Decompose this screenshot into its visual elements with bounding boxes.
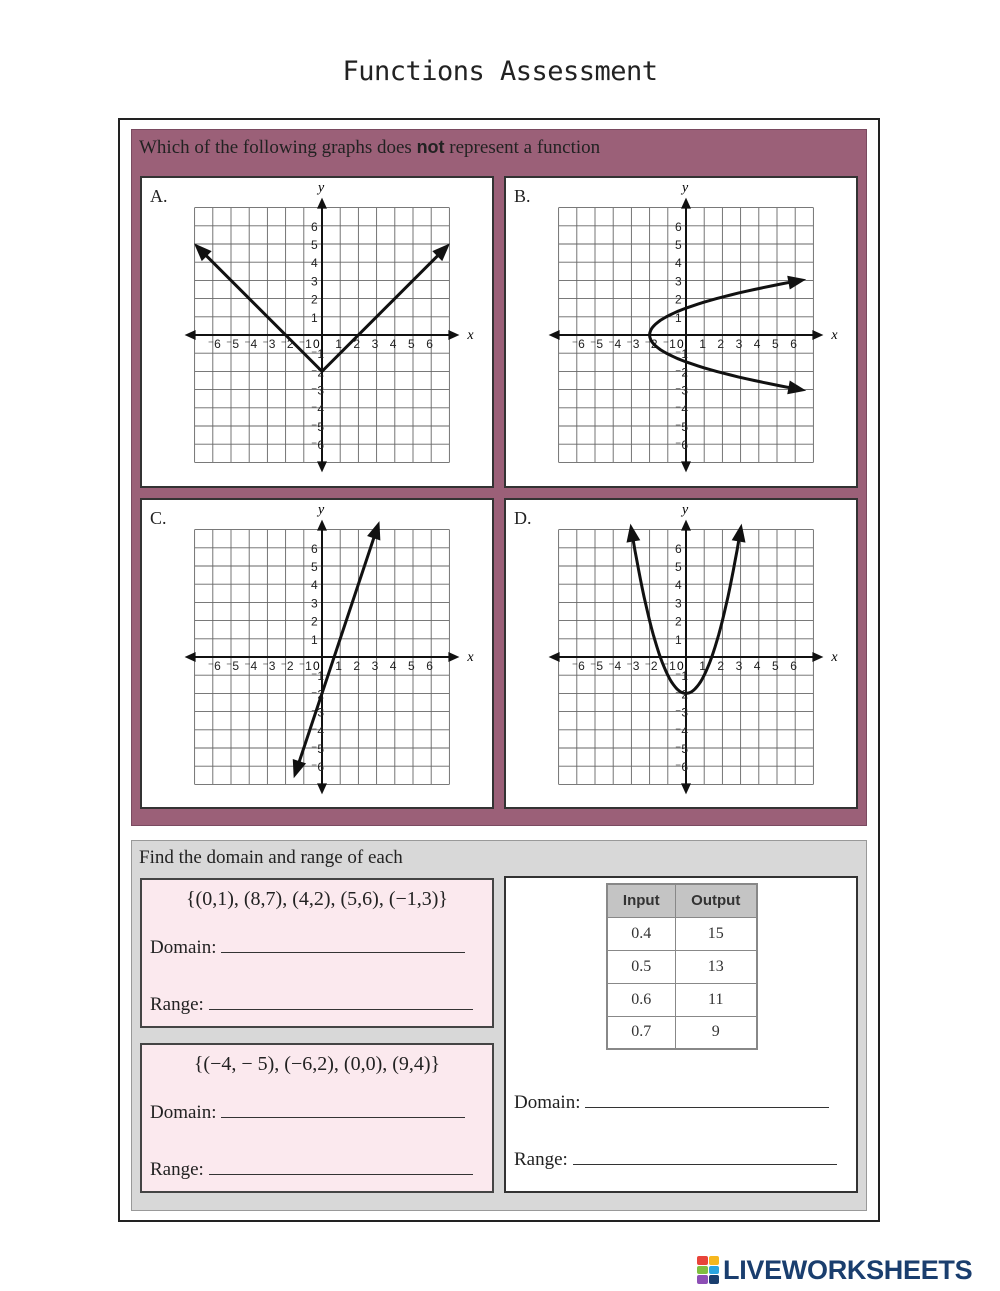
curve-arrowhead <box>627 524 641 543</box>
x-tick-label: 1 <box>335 337 342 351</box>
graph-c-plot <box>142 500 492 807</box>
y-tick-label: ⁻5 <box>675 742 689 756</box>
x-tick-label: 3 <box>735 659 743 673</box>
graph-letter: B. <box>514 186 531 206</box>
y-tick-label: ⁻6 <box>675 760 689 775</box>
y-tick-label: ⁻2 <box>311 687 325 702</box>
x-tick-label: ⁻1 <box>298 659 312 673</box>
axis-arrowhead <box>681 461 691 472</box>
y-tick-label: 6 <box>675 219 682 234</box>
relation-set-2: {(−4, − 5), (−6,2), (0,0), (9,4)} <box>193 1053 441 1075</box>
range-input-2[interactable] <box>209 1157 473 1175</box>
x-tick-label: ⁻3 <box>626 337 640 351</box>
axis-arrowhead <box>448 652 459 662</box>
x-tick-label: ⁻5 <box>226 659 240 673</box>
y-tick-label: ⁻4 <box>675 723 689 738</box>
x-tick-label: ⁻1 <box>662 659 676 673</box>
y-tick-label: ⁻6 <box>311 760 325 775</box>
prompt-text-end: represent a function <box>444 137 601 158</box>
y-tick-label: 3 <box>311 596 318 611</box>
curve-arrowhead <box>367 521 380 540</box>
graph-a-plot <box>142 178 492 486</box>
y-tick-label: ⁻6 <box>675 438 689 453</box>
range-label: Range: <box>150 1159 204 1180</box>
x-tick-label: 5 <box>772 659 779 673</box>
axis-arrowhead <box>681 520 691 531</box>
y-axis-label: y <box>682 502 689 518</box>
graph-option-a[interactable] <box>140 176 494 488</box>
axis-arrowhead <box>317 198 327 209</box>
table-box <box>504 876 858 1193</box>
y-tick-label: ⁻3 <box>675 383 689 398</box>
y-tick-label: ⁻1 <box>675 347 689 362</box>
graph-option-b[interactable] <box>504 176 858 488</box>
graph-curve <box>296 527 378 773</box>
y-axis-label: y <box>682 180 689 196</box>
x-tick-label: ⁻2 <box>280 659 294 673</box>
y-tick-label: 2 <box>311 292 318 307</box>
y-tick-label: 4 <box>311 256 318 271</box>
y-tick-label: 1 <box>311 310 318 325</box>
y-tick-label: 4 <box>675 256 682 271</box>
x-axis-label: x <box>467 650 474 665</box>
axis-arrowhead <box>317 783 327 794</box>
graph-letter: A. <box>150 186 168 206</box>
y-tick-label: ⁻3 <box>311 383 325 398</box>
curve-arrowhead <box>787 381 806 395</box>
x-tick-label: 1 <box>699 337 706 351</box>
y-tick-label: 5 <box>311 560 318 574</box>
graph-option-d[interactable] <box>504 498 858 809</box>
y-tick-label: ⁻4 <box>675 401 689 416</box>
x-tick-label: 6 <box>790 337 797 351</box>
y-tick-label: ⁻1 <box>311 669 325 684</box>
y-tick-label: 3 <box>311 274 318 289</box>
y-tick-label: 1 <box>675 310 682 325</box>
x-axis-label: x <box>467 328 474 343</box>
x-tick-label: ⁻2 <box>280 337 294 351</box>
domain-input-3[interactable] <box>585 1090 829 1108</box>
relation-box-2 <box>140 1043 494 1193</box>
x-tick-label: ⁻5 <box>590 659 604 673</box>
x-tick-label: 4 <box>753 337 761 351</box>
x-tick-label: ⁻1 <box>662 337 676 351</box>
curve-arrowhead <box>732 524 746 543</box>
y-tick-label: ⁻4 <box>311 401 325 416</box>
function-question-prompt <box>139 137 600 159</box>
table-cell: 0.5 <box>607 950 675 983</box>
axis-arrowhead <box>812 652 823 662</box>
x-tick-label: 2 <box>353 337 361 351</box>
table-row <box>607 983 757 1016</box>
origin-label: 0 <box>313 659 320 673</box>
y-tick-label: ⁻5 <box>311 420 325 434</box>
x-tick-label: ⁻2 <box>644 659 658 673</box>
liveworksheets-logo-icon <box>697 1256 719 1284</box>
domain-label: Domain: <box>150 937 217 958</box>
x-tick-label: ⁻3 <box>262 337 276 351</box>
x-tick-label: ⁻6 <box>571 337 585 351</box>
domain-answer-2 <box>150 1100 465 1124</box>
table-cell: 0.6 <box>607 983 675 1016</box>
graph-curve <box>650 280 801 335</box>
x-tick-label: 3 <box>371 337 379 351</box>
range-answer-1 <box>150 992 473 1016</box>
domain-label: Domain: <box>150 1102 217 1123</box>
range-label: Range: <box>150 994 204 1015</box>
origin-label: 0 <box>313 337 320 351</box>
relation-box-1 <box>140 878 494 1028</box>
range-answer-2 <box>150 1157 473 1181</box>
graph-letter: C. <box>150 508 167 528</box>
x-tick-label: 2 <box>717 337 725 351</box>
x-tick-label: ⁻1 <box>298 337 312 351</box>
table-cell: 15 <box>675 917 757 950</box>
y-tick-label: 6 <box>311 541 318 556</box>
liveworksheets-logo[interactable] <box>697 1254 972 1286</box>
y-axis-label: y <box>318 180 325 196</box>
x-tick-label: 5 <box>408 659 415 673</box>
y-tick-label: ⁻6 <box>311 438 325 453</box>
y-tick-label: ⁻1 <box>311 347 325 362</box>
x-tick-label: ⁻4 <box>608 659 622 673</box>
y-tick-label: 5 <box>675 238 682 252</box>
graph-d-plot <box>506 500 856 807</box>
y-tick-label: ⁻2 <box>675 687 689 702</box>
page-title: Functions Assessment <box>342 56 658 87</box>
curve-arrowhead <box>787 276 806 290</box>
table-row <box>607 1016 757 1049</box>
y-tick-label: ⁻4 <box>311 723 325 738</box>
y-tick-label: ⁻3 <box>311 705 325 720</box>
x-tick-label: 5 <box>772 337 779 351</box>
y-tick-label: 3 <box>675 596 682 611</box>
x-tick-label: ⁻5 <box>590 337 604 351</box>
y-tick-label: 5 <box>311 238 318 252</box>
x-tick-label: ⁻2 <box>644 337 658 351</box>
x-tick-label: 2 <box>717 659 725 673</box>
table-cell: 11 <box>675 983 757 1016</box>
table-header-input: Input <box>607 884 675 917</box>
relation-set-1: {(0,1), (8,7), (4,2), (5,6), (−1,3)} <box>185 888 449 910</box>
y-tick-label: ⁻5 <box>311 742 325 756</box>
prompt-emphasis: not <box>416 137 445 157</box>
table-row <box>607 950 757 983</box>
x-tick-label: 3 <box>735 337 743 351</box>
y-tick-label: ⁻5 <box>675 420 689 434</box>
x-tick-label: 1 <box>699 659 706 673</box>
range-input-1[interactable] <box>209 992 473 1010</box>
x-tick-label: ⁻3 <box>626 659 640 673</box>
y-tick-label: ⁻3 <box>675 705 689 720</box>
x-tick-label: 1 <box>335 659 342 673</box>
x-tick-label: 4 <box>389 659 397 673</box>
x-axis-label: x <box>831 650 838 665</box>
table-row <box>607 917 757 950</box>
prompt-text-start: Which of the following graphs does <box>139 137 417 158</box>
y-tick-label: 1 <box>311 632 318 647</box>
y-tick-label: 5 <box>675 560 682 574</box>
axis-arrowhead <box>681 198 691 209</box>
axis-arrowhead <box>185 330 196 340</box>
y-tick-label: 6 <box>675 541 682 556</box>
domain-input-1[interactable] <box>221 935 465 953</box>
table-cell: 0.4 <box>607 917 675 950</box>
range-input-3[interactable] <box>573 1147 837 1165</box>
origin-label: 0 <box>677 659 684 673</box>
x-tick-label: 6 <box>790 659 797 673</box>
table-header-output: Output <box>675 884 757 917</box>
x-tick-label: 4 <box>389 337 397 351</box>
table-cell: 0.7 <box>607 1016 675 1049</box>
table-cell: 13 <box>675 950 757 983</box>
y-tick-label: 3 <box>675 274 682 289</box>
x-tick-label: ⁻6 <box>207 337 221 351</box>
domain-input-2[interactable] <box>221 1100 465 1118</box>
domain-label: Domain: <box>514 1092 581 1113</box>
x-tick-label: 3 <box>371 659 379 673</box>
domain-range-prompt: Find the domain and range of each <box>139 847 403 868</box>
table-cell: 9 <box>675 1016 757 1049</box>
y-tick-label: 2 <box>675 292 682 307</box>
x-tick-label: ⁻4 <box>244 337 258 351</box>
x-tick-label: 4 <box>753 659 761 673</box>
x-tick-label: ⁻5 <box>226 337 240 351</box>
axis-arrowhead <box>812 330 823 340</box>
y-tick-label: 2 <box>675 614 682 629</box>
x-tick-label: 5 <box>408 337 415 351</box>
y-tick-label: ⁻2 <box>675 365 689 380</box>
domain-answer-1 <box>150 935 465 959</box>
domain-answer-3 <box>514 1090 829 1114</box>
graph-b-plot <box>506 178 856 486</box>
y-tick-label: 1 <box>675 632 682 647</box>
axis-arrowhead <box>317 461 327 472</box>
axis-arrowhead <box>317 520 327 531</box>
x-tick-label: ⁻4 <box>608 337 622 351</box>
x-tick-label: 2 <box>353 659 361 673</box>
graph-letter: D. <box>514 508 532 528</box>
axis-arrowhead <box>549 330 560 340</box>
range-label: Range: <box>514 1149 568 1170</box>
x-tick-label: ⁻6 <box>207 659 221 673</box>
y-tick-label: ⁻2 <box>311 365 325 380</box>
x-tick-label: ⁻4 <box>244 659 258 673</box>
axis-arrowhead <box>681 783 691 794</box>
axis-arrowhead <box>549 652 560 662</box>
input-output-table <box>606 883 758 1050</box>
y-tick-label: 2 <box>311 614 318 629</box>
x-axis-label: x <box>831 328 838 343</box>
x-tick-label: 6 <box>426 337 433 351</box>
x-tick-label: 6 <box>426 659 433 673</box>
logo-text: LIVEWORKSHEETS <box>723 1254 973 1285</box>
axis-arrowhead <box>448 330 459 340</box>
y-tick-label: 6 <box>311 219 318 234</box>
graph-option-c[interactable] <box>140 498 494 809</box>
y-axis-label: y <box>318 502 325 518</box>
y-tick-label: 4 <box>675 578 682 593</box>
origin-label: 0 <box>677 337 684 351</box>
axis-arrowhead <box>185 652 196 662</box>
x-tick-label: ⁻6 <box>571 659 585 673</box>
y-tick-label: 4 <box>311 578 318 593</box>
x-tick-label: ⁻3 <box>262 659 276 673</box>
range-answer-3 <box>514 1147 837 1171</box>
y-tick-label: ⁻1 <box>675 669 689 684</box>
